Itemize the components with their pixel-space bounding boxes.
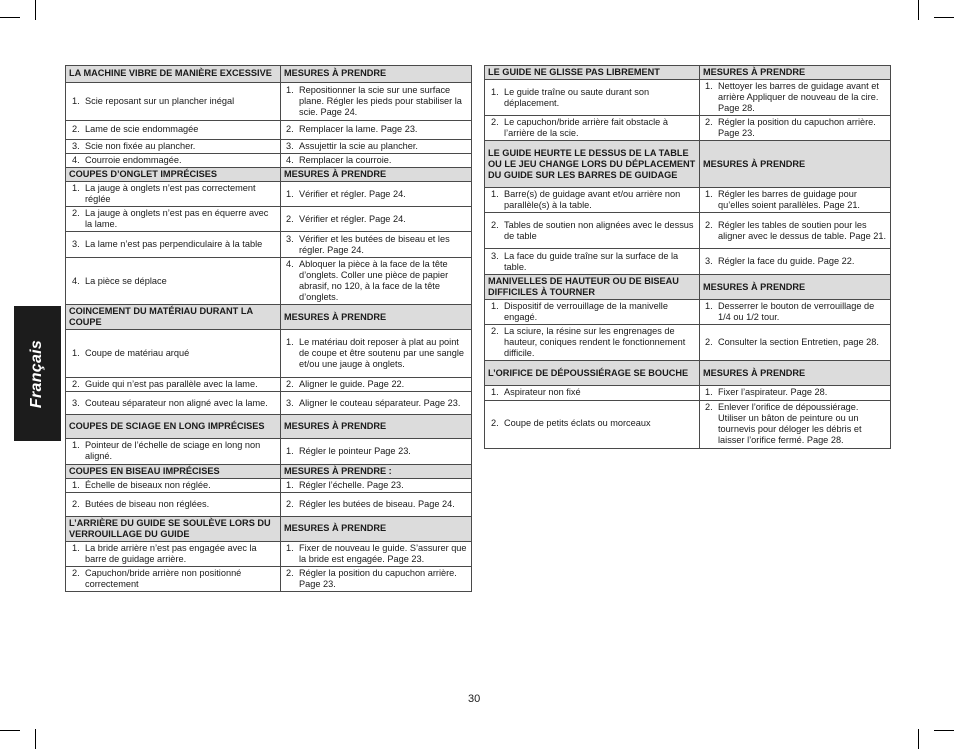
action-heading: MESURES À PRENDRE [281, 168, 472, 182]
item-number: 3. [286, 233, 294, 244]
problem-heading: COUPES DE SCIAGE EN LONG IMPRÉCISES [66, 415, 281, 439]
table-header-row [66, 305, 472, 330]
item-number: 1. [72, 440, 80, 451]
table-row [485, 400, 891, 448]
item-number: 3. [286, 397, 294, 408]
cause-cell [66, 566, 281, 591]
table-row [485, 213, 891, 249]
cause-cell [66, 232, 281, 258]
table-header-row [66, 168, 472, 182]
language-tab-label: Français [28, 339, 46, 408]
item-number: 2. [72, 498, 80, 509]
action-cell [700, 116, 891, 141]
item-text: Aligner le couteau séparateur. Page 23. [299, 397, 461, 408]
problem-heading: LE GUIDE HEURTE LE DESSUS DE LA TABLE OU LE JEU CHANGE LORS DU DÉPLACEMENT DU GUIDE SUR LES BARRES DE GUIDAGE [485, 141, 700, 188]
item-text: Scie non fixée au plancher. [85, 141, 196, 151]
action-cell [281, 378, 472, 392]
item-text: Courroie endommagée. [85, 155, 182, 166]
table-row [485, 325, 891, 361]
item-text: Scie reposant sur un plancher inégal [85, 95, 235, 106]
crop-mark [918, 729, 919, 749]
item-text: Enlever l’orifice de dépoussiérage. Utiliser un bâton de peinture ou un tournevis pour déloger les débris et laisser l’orifice fermé. Page 28. [718, 401, 862, 446]
item-number: 2. [705, 219, 713, 230]
item-number: 1. [705, 81, 713, 92]
item-text: Desserrer le bouton de verrouillage de 1/4 ou 1/2 tour. [718, 301, 875, 323]
table-row [66, 83, 472, 121]
item-number: 2. [72, 567, 80, 578]
item-text: La sciure, la résine sur les engrenages de hauteur, coniques rendent le fonctionnement difficile. [504, 326, 686, 359]
item-text: Régler le pointeur Page 23. [299, 445, 411, 456]
item-text: Régler les tables de soutien pour les aligner avec le dessus de table. Page 21. [718, 219, 887, 241]
item-number: 1. [286, 445, 294, 456]
item-text: Aligner le guide. Page 22. [299, 379, 405, 390]
action-cell [281, 258, 472, 305]
cause-cell [485, 188, 700, 213]
item-number: 1. [72, 183, 80, 194]
action-cell [281, 439, 472, 464]
table-row [66, 207, 472, 232]
action-heading: MESURES À PRENDRE [281, 516, 472, 541]
cause-cell [66, 439, 281, 464]
troubleshooting-table-left [65, 65, 472, 592]
item-number: 1. [705, 189, 713, 200]
item-text: Fixer de nouveau le guide. S’assurer que la bride est engagée. Page 23. [299, 542, 467, 564]
action-cell [281, 182, 472, 207]
item-number: 1. [491, 387, 499, 398]
cause-cell [66, 392, 281, 415]
table-row [485, 249, 891, 275]
action-cell [281, 140, 472, 154]
item-number: 1. [72, 348, 80, 359]
item-text: Aspirateur non fixé [504, 387, 581, 398]
problem-heading: L’ORIFICE DE DÉPOUSSIÉRAGE SE BOUCHE [485, 361, 700, 386]
table-row [66, 541, 472, 566]
item-text: Le guide traîne ou saute durant son déplacement. [504, 86, 650, 108]
troubleshooting-table-right [484, 65, 891, 449]
table-body [485, 66, 891, 449]
item-number: 4. [72, 275, 80, 286]
item-number: 2. [72, 124, 80, 135]
item-text: Capuchon/bride arrière non positionné correctement [85, 567, 242, 589]
table-header-row [485, 66, 891, 80]
cause-cell [485, 300, 700, 325]
item-text: Régler la position du capuchon arrière. Page 23. [718, 117, 876, 139]
table-row [66, 258, 472, 305]
item-text: La face du guide traîne sur la surface de la table. [504, 250, 679, 272]
problem-heading: LA MACHINE VIBRE DE MANIÈRE EXCESSIVE [66, 66, 281, 83]
item-number: 3. [286, 141, 294, 151]
crop-mark [934, 730, 954, 731]
cause-cell [66, 121, 281, 140]
cause-cell [485, 213, 700, 249]
item-text: Pointeur de l’échelle de sciage en long non aligné. [85, 440, 261, 462]
table-row [66, 140, 472, 154]
table-row [66, 182, 472, 207]
item-text: Régler les barres de guidage pour qu’elles soient parallèles. Page 21. [718, 189, 860, 211]
item-text: Remplacer la courroie. [299, 155, 392, 166]
item-text: Régler la face du guide. Page 22. [718, 256, 855, 267]
table-row [66, 439, 472, 464]
item-number: 2. [286, 213, 294, 224]
table-header-row [66, 516, 472, 541]
item-number: 1. [72, 479, 80, 490]
action-cell [281, 83, 472, 121]
cause-cell [485, 325, 700, 361]
item-number: 3. [72, 397, 80, 408]
table-row [66, 330, 472, 378]
item-number: 1. [72, 542, 80, 553]
cause-cell [66, 378, 281, 392]
item-text: Assujettir la scie au plancher. [299, 141, 418, 151]
item-number: 1. [286, 337, 294, 348]
item-text: Vérifier et régler. Page 24. [299, 188, 406, 199]
action-cell [700, 213, 891, 249]
item-number: 1. [491, 189, 499, 200]
action-cell [281, 207, 472, 232]
action-cell [700, 386, 891, 400]
action-cell [281, 566, 472, 591]
table-row [485, 386, 891, 400]
table-row [66, 492, 472, 516]
action-heading: MESURES À PRENDRE [281, 66, 472, 83]
table-header-row [485, 141, 891, 188]
action-cell [700, 400, 891, 448]
cause-cell [66, 478, 281, 492]
item-text: Régler la position du capuchon arrière. Page 23. [299, 567, 457, 589]
problem-heading: COUPES EN BISEAU IMPRÉCISES [66, 464, 281, 478]
action-cell [700, 249, 891, 275]
item-number: 2. [491, 326, 499, 337]
action-heading: MESURES À PRENDRE [700, 141, 891, 188]
crop-mark [35, 0, 36, 20]
action-cell [281, 154, 472, 168]
table-row [485, 80, 891, 116]
item-text: Vérifier et les butées de biseau et les régler. Page 24. [299, 233, 450, 255]
table-header-row [485, 275, 891, 300]
crop-mark [934, 17, 954, 18]
item-number: 1. [705, 301, 713, 312]
cause-cell [66, 154, 281, 168]
table-header-row [66, 464, 472, 478]
cause-cell [485, 80, 700, 116]
item-text: Échelle de biseaux non réglée. [85, 479, 211, 490]
item-text: Consulter la section Entretien, page 28. [718, 337, 879, 348]
action-cell [281, 478, 472, 492]
item-number: 4. [72, 155, 80, 166]
table-row [66, 392, 472, 415]
item-text: La lame n’est pas perpendiculaire à la table [85, 239, 263, 250]
item-number: 2. [286, 567, 294, 578]
item-text: Barre(s) de guidage avant et/ou arrière non parallèle(s) à la table. [504, 189, 681, 211]
item-number: 1. [491, 301, 499, 312]
item-number: 2. [705, 337, 713, 348]
action-cell [281, 330, 472, 378]
table-body [66, 66, 472, 592]
item-number: 2. [286, 379, 294, 390]
table-row [66, 232, 472, 258]
action-cell [281, 232, 472, 258]
item-number: 1. [491, 86, 499, 97]
table-header-row [485, 361, 891, 386]
item-number: 1. [705, 387, 713, 398]
item-text: Abloquer la pièce à la face de la tête d’onglets. Coller une pièce de papier abrasif, no 120, à la face de la tête d’onglets. [299, 259, 449, 303]
action-heading: MESURES À PRENDRE [281, 305, 472, 330]
cause-cell [66, 140, 281, 154]
item-text: Fixer l’aspirateur. Page 28. [718, 387, 828, 398]
item-number: 1. [286, 479, 294, 490]
problem-heading: COUPES D’ONGLET IMPRÉCISES [66, 168, 281, 182]
item-text: Régler l’échelle. Page 23. [299, 479, 404, 490]
item-number: 1. [286, 84, 294, 95]
item-text: Butées de biseau non réglées. [85, 498, 210, 509]
item-number: 2. [72, 208, 80, 219]
table-row [66, 478, 472, 492]
table-row [66, 121, 472, 140]
item-text: Repositionner la scie sur une surface plane. Régler les pieds pour stabiliser la scie. Page 24. [299, 84, 462, 118]
item-text: Régler les butées de biseau. Page 24. [299, 498, 455, 509]
cause-cell [66, 541, 281, 566]
crop-mark [0, 17, 20, 18]
action-heading: MESURES À PRENDRE [700, 275, 891, 300]
action-heading: MESURES À PRENDRE [700, 66, 891, 80]
item-number: 2. [286, 498, 294, 509]
item-text: Vérifier et régler. Page 24. [299, 213, 406, 224]
crop-mark [918, 0, 919, 20]
language-tab [14, 306, 61, 441]
table-row [66, 378, 472, 392]
item-number: 3. [72, 141, 80, 151]
problem-heading: LE GUIDE NE GLISSE PAS LIBREMENT [485, 66, 700, 80]
action-cell [281, 492, 472, 516]
item-number: 2. [491, 418, 499, 429]
cause-cell [485, 116, 700, 141]
table-row [485, 116, 891, 141]
item-text: La pièce se déplace [85, 275, 167, 286]
problem-heading: L’ARRIÈRE DU GUIDE SE SOULÈVE LORS DU VERROUILLAGE DU GUIDE [66, 516, 281, 541]
cause-cell [66, 182, 281, 207]
item-text: Le capuchon/bride arrière fait obstacle à l’arrière de la scie. [504, 117, 668, 139]
item-text: Lame de scie endommagée [85, 124, 199, 135]
item-text: La jauge à onglets n’est pas correctement réglée [85, 183, 256, 205]
item-number: 3. [705, 256, 713, 267]
action-cell [700, 80, 891, 116]
item-number: 1. [286, 188, 294, 199]
item-number: 2. [491, 117, 499, 128]
item-text: La jauge à onglets n’est pas en équerre avec la lame. [85, 208, 269, 230]
item-number: 2. [286, 124, 294, 135]
cause-cell [485, 249, 700, 275]
item-text: Remplacer la lame. Page 23. [299, 124, 418, 135]
table-row [66, 154, 472, 168]
item-number: 1. [72, 95, 80, 106]
cause-cell [485, 400, 700, 448]
table-row [485, 300, 891, 325]
action-cell [700, 300, 891, 325]
crop-mark [35, 729, 36, 749]
crop-mark [0, 730, 20, 731]
item-text: Couteau séparateur non aligné avec la lame. [85, 397, 268, 408]
item-text: Coupe de matériau arqué [85, 348, 190, 359]
cause-cell [66, 207, 281, 232]
item-text: Le matériau doit reposer à plat au point de coupe et être soutenu par une sangle et/ou une jauge à onglets. [299, 337, 464, 370]
table-row [485, 188, 891, 213]
item-number: 3. [491, 250, 499, 261]
item-number: 2. [491, 219, 499, 230]
page-number: 30 [468, 693, 481, 705]
table-header-row [66, 66, 472, 83]
action-heading: MESURES À PRENDRE [281, 415, 472, 439]
table-header-row [66, 415, 472, 439]
item-number: 4. [286, 155, 294, 166]
action-cell [281, 541, 472, 566]
cause-cell [66, 330, 281, 378]
action-cell [700, 188, 891, 213]
item-number: 1. [286, 542, 294, 553]
item-text: Dispositif de verrouillage de la manivelle engagé. [504, 301, 668, 323]
item-text: Guide qui n’est pas parallèle avec la lame. [85, 379, 258, 390]
item-text: Tables de soutien non alignées avec le dessus de table [504, 219, 694, 241]
item-number: 4. [286, 259, 294, 270]
cause-cell [66, 492, 281, 516]
cause-cell [66, 83, 281, 121]
cause-cell [485, 386, 700, 400]
action-cell [281, 121, 472, 140]
item-text: La bride arrière n’est pas engagée avec la barre de guidage arrière. [85, 542, 257, 564]
item-number: 2. [705, 117, 713, 128]
item-number: 2. [705, 401, 713, 412]
action-cell [281, 392, 472, 415]
problem-heading: COINCEMENT DU MATÉRIAU DURANT LA COUPE [66, 305, 281, 330]
problem-heading: MANIVELLES DE HAUTEUR OU DE BISEAU DIFFICILES À TOURNER [485, 275, 700, 300]
action-heading: MESURES À PRENDRE : [281, 464, 472, 478]
item-number: 2. [72, 379, 80, 390]
action-cell [700, 325, 891, 361]
table-row [66, 566, 472, 591]
item-text: Nettoyer les barres de guidage avant et arrière Appliquer de nouveau de la cire. Page 28. [718, 81, 879, 114]
cause-cell [66, 258, 281, 305]
item-text: Coupe de petits éclats ou morceaux [504, 418, 651, 429]
action-heading: MESURES À PRENDRE [700, 361, 891, 386]
item-number: 3. [72, 239, 80, 250]
